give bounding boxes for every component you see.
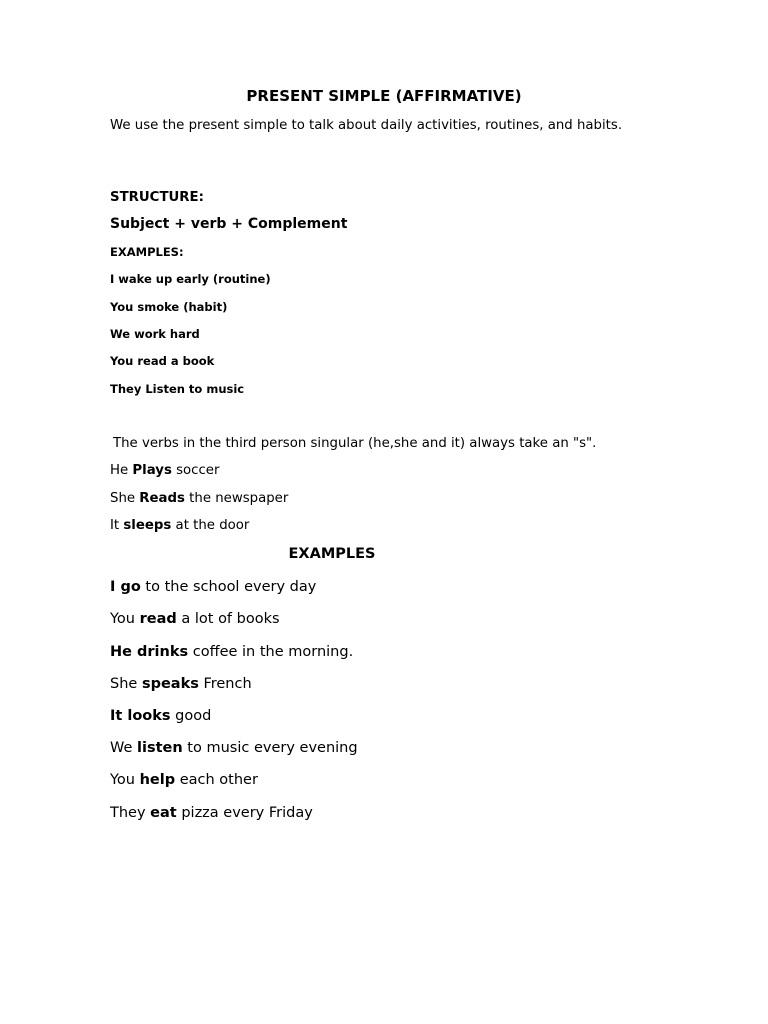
example-sentence: We listen to music every evening — [110, 740, 358, 756]
example-sentence: She speaks French — [110, 676, 252, 692]
verb: listen — [137, 740, 183, 756]
example-small-item: You read a book — [110, 354, 215, 368]
examples-heading: EXAMPLES — [288, 546, 376, 562]
verb: Plays — [132, 463, 172, 478]
structure-formula: Subject + verb + Complement — [110, 216, 348, 232]
third-person-rule: The verbs in the third person singular (he,she and it) always take an "s". — [113, 436, 597, 451]
structure-label: STRUCTURE: — [110, 190, 204, 205]
intro-paragraph: We use the present simple to talk about daily activities, routines, and habits. — [110, 118, 623, 133]
example-small-item: We work hard — [110, 327, 200, 341]
verb: Reads — [139, 491, 185, 506]
example-sentence: You help each other — [110, 772, 258, 788]
verb: sleeps — [123, 518, 172, 533]
example-small-item: They Listen to music — [110, 382, 245, 396]
example-sentence: I go to the school every day — [110, 579, 317, 595]
page-title: PRESENT SIMPLE (AFFIRMATIVE) — [246, 87, 522, 105]
example-sentence: It looks good — [110, 708, 212, 724]
verb: read — [139, 611, 177, 627]
example-sentence: They eat pizza every Friday — [110, 805, 313, 821]
example-small-item: You smoke (habit) — [110, 300, 228, 314]
third-person-example: She Reads the newspaper — [110, 491, 289, 506]
verb: eat — [150, 805, 177, 821]
verb: help — [139, 772, 176, 788]
example-sentence: You read a lot of books — [110, 611, 280, 627]
third-person-example: It sleeps at the door — [110, 518, 250, 533]
examples-small-label: EXAMPLES: — [110, 245, 184, 259]
example-small-item: I wake up early (routine) — [110, 272, 271, 286]
third-person-example: He Plays soccer — [110, 463, 220, 478]
verb: speaks — [141, 676, 199, 692]
example-sentence: He drinks coffee in the morning. — [110, 644, 354, 660]
